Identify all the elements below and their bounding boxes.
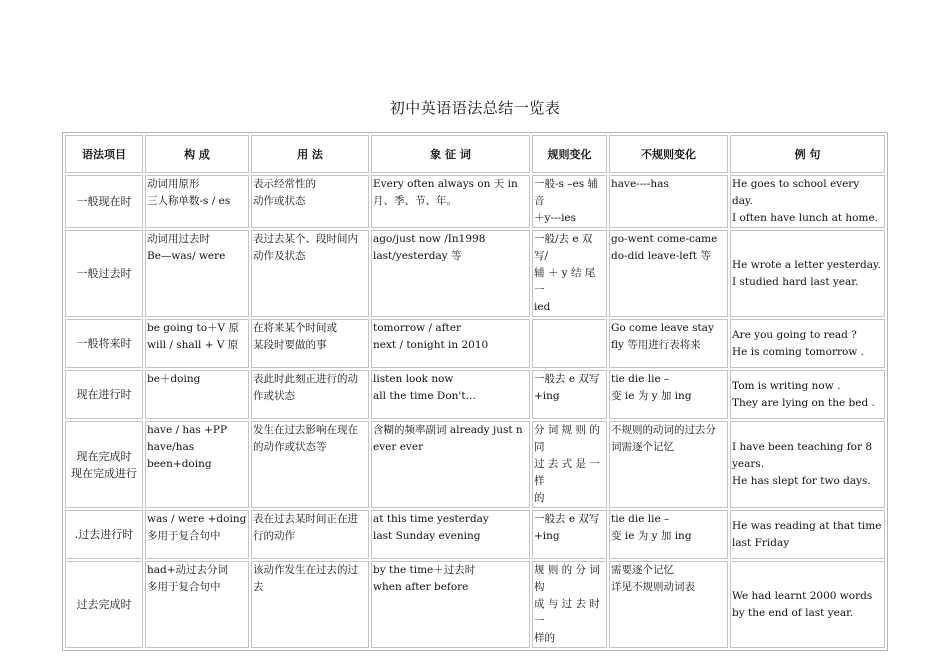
example-sentence: I often have lunch at home.	[732, 212, 879, 224]
regular-change-cell-text: 一般去 e 双写 +ing	[534, 513, 600, 542]
header-regular-change: 规则变化	[532, 135, 607, 173]
structure-cell	[145, 421, 249, 508]
examples-cell	[730, 561, 885, 648]
structure-cell-text: be going to＋V 原 will / shall + V 原	[147, 322, 239, 351]
signal-words-cell-text: listen look now all the time Don't…	[373, 373, 477, 402]
examples-cell	[730, 370, 885, 419]
example-sentence: He goes to school every day.	[732, 178, 860, 207]
usage-cell	[251, 175, 369, 228]
structure-cell-text: have / has +PP have/has been+doing	[147, 424, 228, 470]
usage-cell	[251, 510, 369, 559]
usage-cell-text: 表此时此刻正进行的动 作或状态	[253, 373, 358, 402]
usage-cell	[251, 319, 369, 368]
usage-cell-text: 发生在过去影响在现在 的动作或状态等	[253, 424, 358, 453]
regular-change-cell-text: 分 词 规 则 的 同 过 去 式 是 一 样 的	[534, 424, 600, 504]
structure-cell	[145, 175, 249, 228]
irregular-change-cell	[609, 319, 728, 368]
irregular-change-cell-text: tie die lie – 变 ie 为 y 加 ing	[611, 513, 692, 542]
structure-cell-text: 动词用原形 三人称单数-s / es	[147, 178, 231, 207]
regular-change-cell	[532, 175, 607, 228]
signal-words-cell-text: tomorrow / after next / tonight in 2010	[373, 322, 489, 351]
regular-change-cell	[532, 510, 607, 559]
signal-words-cell-text: by the time＋过去时 when after before	[373, 564, 476, 593]
header-row	[65, 135, 885, 173]
table-row	[65, 510, 885, 559]
table-row	[65, 370, 885, 419]
usage-cell-text: 该动作发生在过去的过 去	[253, 564, 358, 593]
example-sentence: He has slept for two days.	[732, 475, 871, 487]
usage-cell	[251, 370, 369, 419]
irregular-change-cell	[609, 561, 728, 648]
table-row	[65, 175, 885, 228]
irregular-change-cell-text: tie die lie – 变 ie 为 y 加 ing	[611, 373, 692, 402]
regular-change-cell	[532, 370, 607, 419]
signal-words-cell-text: ago/just now /In1998 last/yesterday 等	[373, 233, 486, 262]
header-structure: 构 成	[145, 135, 249, 173]
table-row	[65, 319, 885, 368]
structure-cell	[145, 230, 249, 317]
structure-cell-text: had+动过去分词 多用于复合句中	[147, 564, 229, 593]
tense-name-cell-text: 现在完成时 现在完成进行	[71, 449, 137, 480]
signal-words-cell	[371, 319, 530, 368]
tense-name-cell	[65, 230, 143, 317]
tense-name-cell-text: 过去完成时	[76, 598, 132, 611]
irregular-change-cell-text: Go come leave stay fly 等用进行表将来	[611, 322, 714, 351]
usage-cell-text: 表过去某个、段时间内 动作及状态	[253, 233, 358, 262]
regular-change-cell	[532, 561, 607, 648]
examples-cell	[730, 510, 885, 559]
tense-name-cell	[65, 370, 143, 419]
examples-cell	[730, 421, 885, 508]
tense-name-cell-text: 一般将来时	[76, 337, 132, 350]
document-title: 初中英语语法总结一览表	[389, 99, 561, 117]
signal-words-cell	[371, 421, 530, 508]
irregular-change-cell	[609, 421, 728, 508]
signal-words-cell-text: Every often always on 天 in 月、季、节、年。	[373, 178, 518, 207]
regular-change-cell-text: 一般-s –es 辅音 ＋y---ies	[534, 178, 598, 224]
examples-cell	[730, 319, 885, 368]
structure-cell	[145, 510, 249, 559]
tense-name-cell	[65, 421, 143, 508]
example-sentence: Are you going to read ?	[732, 328, 857, 341]
header-usage: 用 法	[251, 135, 369, 173]
example-sentence: I have been teaching for 8 years.	[732, 441, 873, 470]
irregular-change-cell	[609, 230, 728, 317]
table-row	[65, 230, 885, 317]
examples-cell	[730, 175, 885, 228]
regular-change-cell-text: 规 则 的 分 词 构 成 与 过 去 时 一 样的	[534, 564, 600, 644]
grammar-summary-table	[62, 132, 888, 651]
header-grammar-item: 语法项目	[65, 135, 143, 173]
usage-cell-text: 在将来某个时间或 某段时要做的事	[253, 322, 337, 351]
irregular-change-cell	[609, 175, 728, 228]
structure-cell-text: was / were +doing 多用于复合句中	[147, 513, 247, 542]
signal-words-cell	[371, 230, 530, 317]
signal-words-cell	[371, 561, 530, 648]
example-sentence: He was reading at that time	[732, 519, 882, 532]
signal-words-cell	[371, 510, 530, 559]
irregular-change-cell-text: go-went come-came do-did leave-left 等	[611, 233, 718, 262]
irregular-change-cell-text: have----has	[611, 178, 669, 190]
usage-cell	[251, 421, 369, 508]
structure-cell-text: 动词用过去时 Be—was/ were	[147, 233, 226, 262]
example-sentence: Tom is writing now .	[732, 379, 841, 392]
tense-name-cell-text: 一般现在时	[76, 195, 132, 208]
example-sentence: He wrote a letter yesterday.	[732, 258, 881, 271]
signal-words-cell	[371, 370, 530, 419]
header-irregular-change: 不规则变化	[609, 135, 728, 173]
usage-cell-text: 表示经常性的 动作或状态	[253, 178, 316, 207]
regular-change-cell-text: 一般/去 e 双写/ 辅 ＋ y 结 尾 一 ied	[534, 233, 596, 313]
header-examples: 例 句	[730, 135, 885, 173]
tense-name-cell	[65, 175, 143, 228]
structure-cell	[145, 370, 249, 419]
example-sentence: by the end of last year.	[732, 606, 854, 619]
structure-cell	[145, 561, 249, 648]
example-sentence: We had learnt 2000 words	[732, 589, 873, 602]
usage-cell	[251, 230, 369, 317]
tense-name-cell-text: 现在进行时	[76, 388, 132, 401]
irregular-change-cell-text: 不规则的动词的过去分 词需逐个记忆	[611, 424, 716, 453]
signal-words-cell-text: 含糊的频率副词 already just n ever ever	[373, 424, 523, 453]
regular-change-cell	[532, 319, 607, 368]
grammar-table-container	[62, 132, 888, 651]
tense-name-cell	[65, 510, 143, 559]
example-sentence: They are lying on the bed .	[732, 396, 875, 409]
signal-words-cell	[371, 175, 530, 228]
examples-cell	[730, 230, 885, 317]
example-sentence: I studied hard last year.	[732, 275, 859, 288]
regular-change-cell	[532, 230, 607, 317]
tense-name-cell	[65, 319, 143, 368]
example-sentence: He is coming tomorrow .	[732, 345, 864, 358]
structure-cell	[145, 319, 249, 368]
regular-change-cell	[532, 421, 607, 508]
signal-words-cell-text: at this time yesterday last Sunday evening	[373, 513, 489, 542]
tense-name-cell-text: .过去进行时	[74, 528, 134, 541]
irregular-change-cell	[609, 370, 728, 419]
tense-name-cell-text: 一般过去时	[76, 267, 132, 280]
usage-cell-text: 表在过去某时间正在进 行的动作	[253, 513, 358, 542]
structure-cell-text: be＋doing	[147, 373, 201, 385]
usage-cell	[251, 561, 369, 648]
irregular-change-cell-text: 需要逐个记忆 详见不规则动词表	[611, 564, 695, 593]
tense-name-cell	[65, 561, 143, 648]
regular-change-cell-text: 一般去 e 双写 +ing	[534, 373, 600, 402]
irregular-change-cell	[609, 510, 728, 559]
table-row	[65, 561, 885, 648]
header-signal-words: 象 征 词	[371, 135, 530, 173]
table-row	[65, 421, 885, 508]
example-sentence: last Friday	[732, 536, 790, 549]
